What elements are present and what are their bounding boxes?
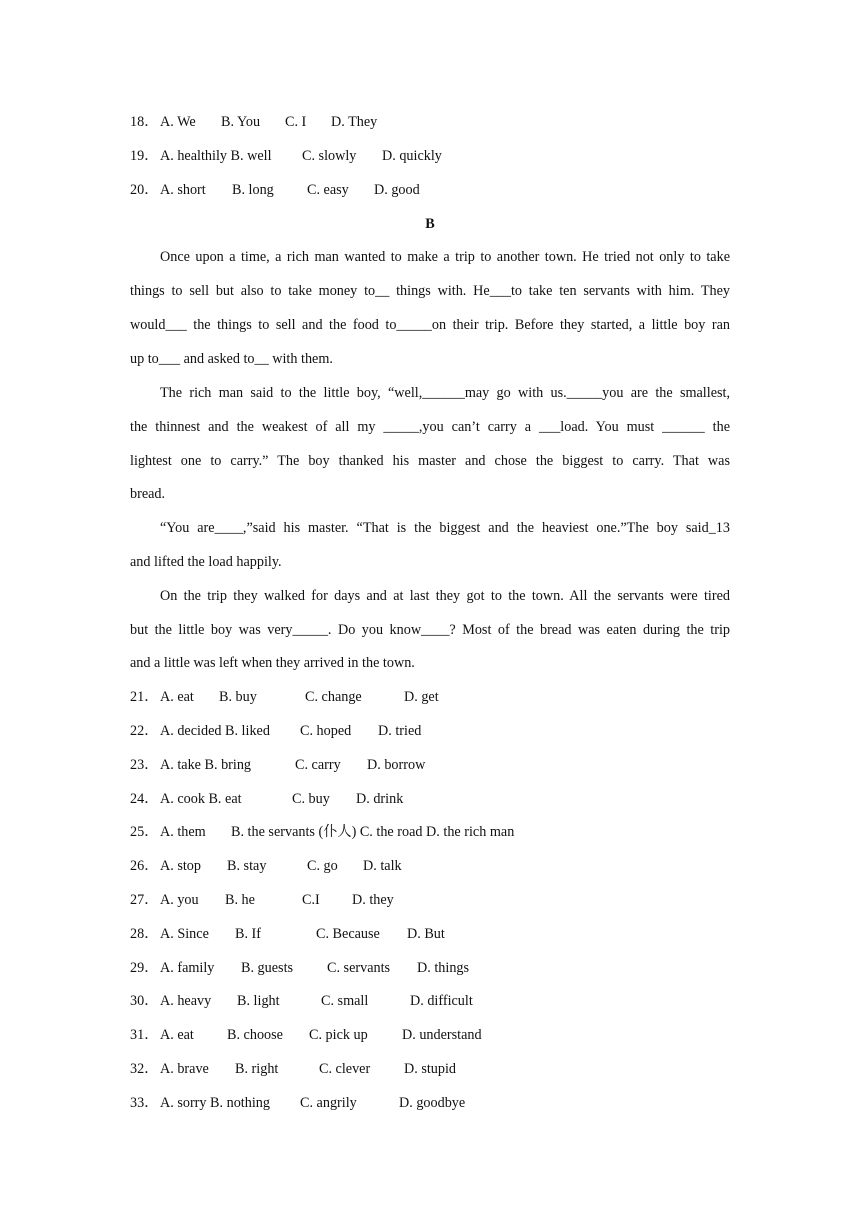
option-d: D. borrow xyxy=(367,757,426,773)
option-a: A. sorry B. nothing xyxy=(160,1095,270,1111)
option-d: D. quickly xyxy=(382,148,442,164)
question-number: 27． xyxy=(130,892,159,908)
option-d: D. stupid xyxy=(404,1061,457,1077)
question-number: 20． xyxy=(130,182,159,198)
option-b: B. guests xyxy=(241,960,294,976)
passage-line: and a little was left when they arrived in the town. xyxy=(130,655,415,671)
option-c: C. hoped xyxy=(300,723,352,739)
option-d: D. goodbye xyxy=(399,1095,466,1111)
option-d: D. they xyxy=(352,892,394,908)
option-a: A. Since xyxy=(160,926,209,942)
option-d: D. They xyxy=(331,114,378,130)
option-b: B. stay xyxy=(227,858,267,874)
option-c: C. go xyxy=(307,858,338,874)
option-a: A. eat xyxy=(160,689,194,705)
section-heading: B xyxy=(425,216,435,232)
option-b: B. If xyxy=(235,926,262,942)
question-number: 32． xyxy=(130,1061,159,1077)
question-number: 31． xyxy=(130,1027,159,1043)
question-number: 28． xyxy=(130,926,159,942)
option-d: D. difficult xyxy=(410,993,473,1009)
passage-line: and lifted the load happily. xyxy=(130,554,282,570)
option-c: C. buy xyxy=(292,791,330,807)
question-number: 26． xyxy=(130,858,159,874)
option-a: A. healthily B. well xyxy=(160,148,272,164)
passage-line: the thinnest and the weakest of all my _____,you can’t carry a ___load. You must ______ the xyxy=(130,419,730,435)
passage-line: On the trip they walked for days and at last they got to the town. All the servants were tired xyxy=(160,588,730,604)
option-a: A. decided B. liked xyxy=(160,723,270,739)
question-number: 23． xyxy=(130,757,159,773)
passage-line: The rich man said to the little boy, “well,______may go with us._____you are the smallest, xyxy=(160,385,730,401)
option-c: C. pick up xyxy=(309,1027,368,1043)
passage-line: bread. xyxy=(130,486,166,502)
option-b: B. the servants (仆人) C. the road D. the rich man xyxy=(231,824,515,840)
passage-line: things to sell but also to take money to__ things with. He___to take ten servants with him. They xyxy=(130,283,730,299)
option-b: B. he xyxy=(225,892,255,908)
option-a: A. them xyxy=(160,824,206,840)
option-d: D. talk xyxy=(363,858,402,874)
option-c: C.I xyxy=(302,892,320,908)
option-c: C. angrily xyxy=(300,1095,357,1111)
question-number: 22． xyxy=(130,723,159,739)
option-a: A. We xyxy=(160,114,196,130)
option-c: C. carry xyxy=(295,757,341,773)
question-number: 18． xyxy=(130,114,159,130)
option-c: C. slowly xyxy=(302,148,357,164)
option-d: D. get xyxy=(404,689,439,705)
option-a: A. you xyxy=(160,892,199,908)
option-b: B. light xyxy=(237,993,280,1009)
option-a: A. brave xyxy=(160,1061,209,1077)
option-b: B. buy xyxy=(219,689,257,705)
option-c: C. small xyxy=(321,993,369,1009)
passage-line: would___ the things to sell and the food to_____on their trip. Before they started, a little boy ran xyxy=(130,317,730,333)
question-number: 33． xyxy=(130,1095,159,1111)
option-c: C. I xyxy=(285,114,307,130)
question-number: 25． xyxy=(130,824,159,840)
option-a: A. take B. bring xyxy=(160,757,252,773)
option-b: B. long xyxy=(232,182,274,198)
option-d: D. But xyxy=(407,926,445,942)
option-d: D. good xyxy=(374,182,420,198)
passage-line: “You are____,”said his master. “That is the biggest and the heaviest one.”The boy said_13 xyxy=(160,520,730,536)
option-c: C. easy xyxy=(307,182,349,198)
passage-line: Once upon a time, a rich man wanted to make a trip to another town. He tried not only to take xyxy=(160,249,730,265)
option-c: C. servants xyxy=(327,960,391,976)
option-a: A. family xyxy=(160,960,215,976)
question-number: 30． xyxy=(130,993,159,1009)
question-number: 24． xyxy=(130,791,159,807)
passage-line: up to___ and asked to__ with them. xyxy=(130,351,333,367)
option-a: A. eat xyxy=(160,1027,194,1043)
passage-line: lightest one to carry.” The boy thanked his master and chose the biggest to carry. That was xyxy=(130,453,730,469)
question-number: 29． xyxy=(130,960,159,976)
question-number: 19． xyxy=(130,148,159,164)
option-a: A. short xyxy=(160,182,206,198)
option-b: B. choose xyxy=(227,1027,283,1043)
option-c: C. Because xyxy=(316,926,380,942)
option-a: A. stop xyxy=(160,858,201,874)
option-d: D. understand xyxy=(402,1027,482,1043)
option-d: D. tried xyxy=(378,723,422,739)
option-a: A. cook B. eat xyxy=(160,791,242,807)
option-d: D. drink xyxy=(356,791,404,807)
option-b: B. right xyxy=(235,1061,279,1077)
option-c: C. clever xyxy=(319,1061,371,1077)
question-number: 21． xyxy=(130,689,159,705)
option-d: D. things xyxy=(417,960,470,976)
option-b: B. You xyxy=(221,114,261,130)
option-a: A. heavy xyxy=(160,993,212,1009)
passage-line: but the little boy was very_____. Do you know____? Most of the bread was eaten during the trip xyxy=(130,622,730,638)
option-c: C. change xyxy=(305,689,362,705)
